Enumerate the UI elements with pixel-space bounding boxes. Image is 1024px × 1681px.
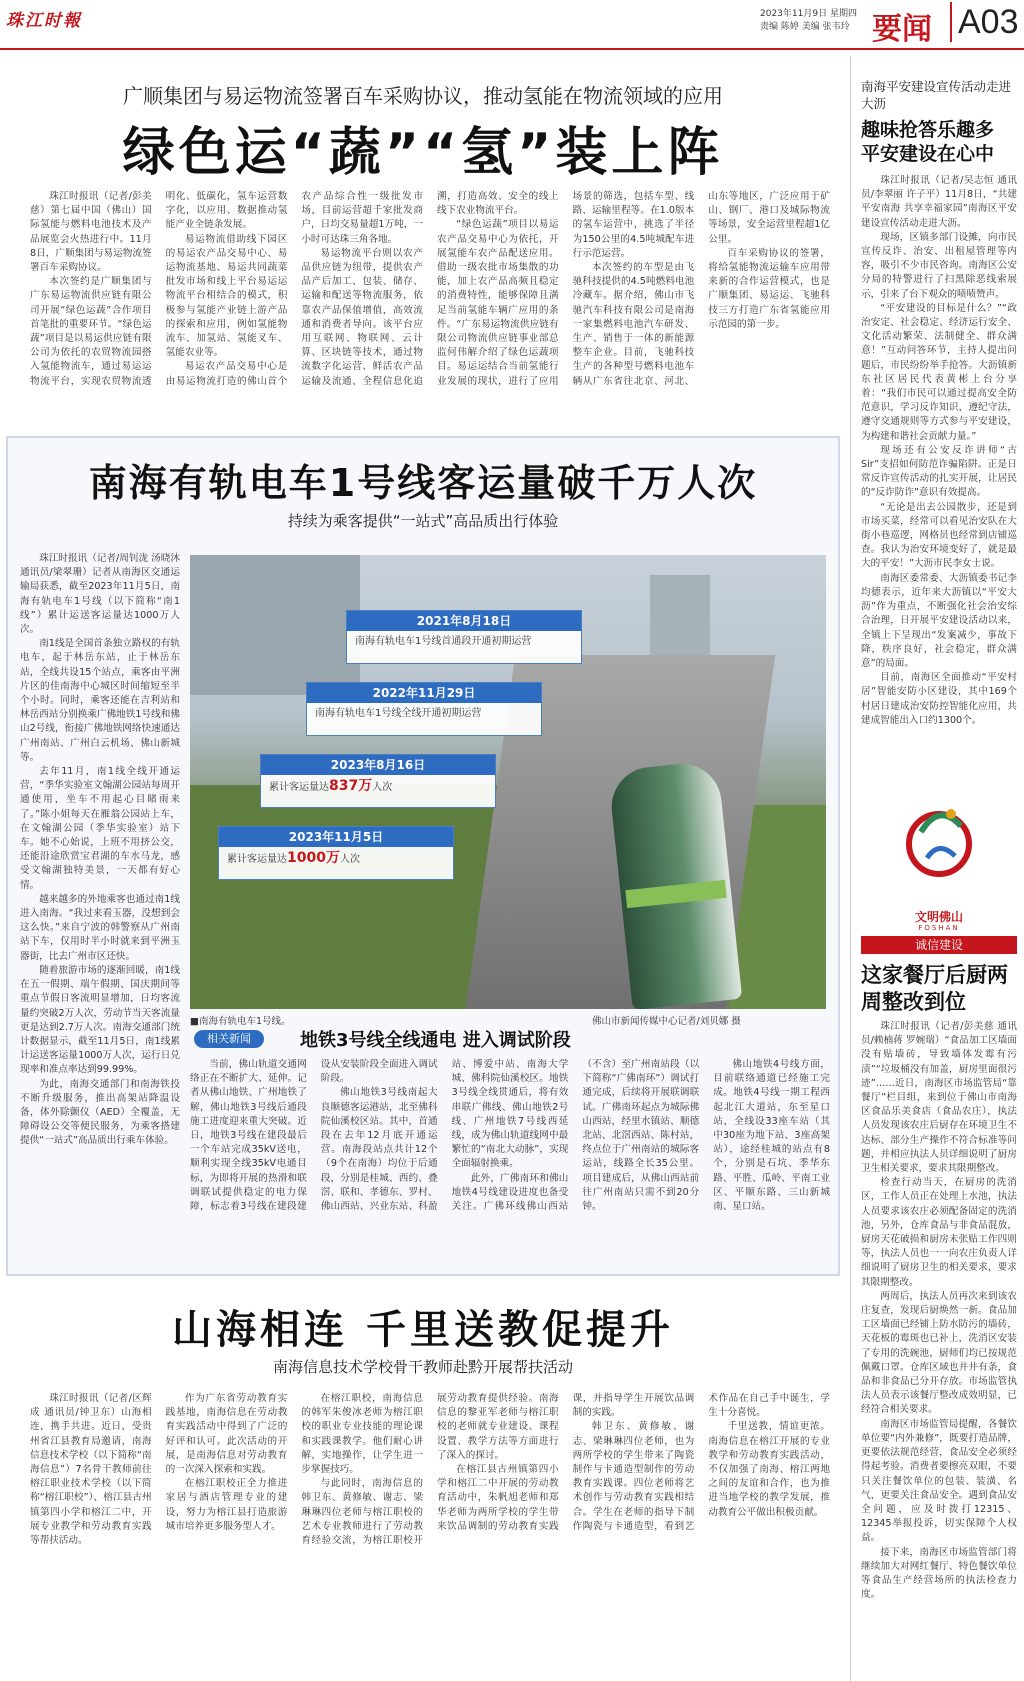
photo-lawn <box>190 785 510 1009</box>
sidebar2-body <box>861 1020 1017 1676</box>
civic-sub: FOSHAN <box>918 924 960 932</box>
related-paragraph: 佛山地铁4号线方面，目前联络通道已经施工完成。地铁4号线一期工程西起北江大道站，东至星口站，全线设33座车站（其中30座为地下站、3座高架站），途经桂城的站点有8个，分别是石坑、季华东路、平胜、瓜岭、平南工业区、平顺东路、三山新城南、星口站。 <box>713 1059 830 1213</box>
story2-paragraph: 去年11月，南1线全线开通运营，“季华实验室文翰湖公园站每周开通使用，坐车不用起心目睹雨来了。”陈小姐每天在雁翁公园站上车，在文翰湖公园（季华实验室）站下车。她不心始说，上班不用挤公交，还能沿途欣赏宝君湖的车水马龙，感受文翰湖独特美景，一天都有好心情。 <box>20 766 180 891</box>
milestone-unit: 人次 <box>339 854 360 865</box>
right-sidebar <box>850 56 1024 1681</box>
sidebar2-paragraph: 南海区市场监管局提醒，各餐饮单位要“内外兼修”，既要打造品牌，更要依法规范经营，食品安全必须经得起考验。消费者要擦亮双眼，不要只关注餐饮单位的包装、装潢、名气，更要关注食品安全。遇到食品安全问题，应及时拨打12315、12345举报投诉，切实保障个人权益。 <box>861 1418 1017 1544</box>
story1-paragraph: “绿色运蔬”项目以易运农产品交易中心为依托，开展氢能车农产品配送应用。借助一级农批市场集散的功能，加上农产品高频且稳定的消费特性，能够保障且满足当前氢能车辆广应用的条件。“广东易运物流供应链有限公司物流供应链事业部总监何伟解介绍了绿色运蔬项目。易运运结合当前氢能行业发展的现状，进行了应用场景的筛选，包括车型、线路、运输里程等。在1.0版本的氢车运营中，挑选了半径为150公里的4.5吨城配车进行示范运营。 <box>436 191 695 387</box>
sidebar2-paragraph: 检查行动当天，在厨房的洗消区，工作人员正在处理上水池，执法人员要求该农庄必须配备固定的洗消池，另外，仓库食品与非食品混放，厨房天花破损和厨房未张贴工作四则等，执法人员也一一向农庄负责人详细说明了厨房卫生的相关要求，要求其限期整改。 <box>861 1177 1017 1288</box>
sidebar1-paragraph: 南海区委常委、大沥镇委书记李均德表示，近年来大沥镇以“平安大沥”作为重点，不断强化社会治安综合治理，日开展平安建设活动以来，全镇上下呈现出“发案减少，事故下降，秩序良好，社会稳定，群众满意”的局面。 <box>861 572 1017 669</box>
page-editors: 责编 陈婷 美编 张韦玲 <box>760 22 850 32</box>
photo-building <box>190 555 360 695</box>
milestone-value: 1000万 <box>287 850 340 866</box>
story2-paragraph: 越来越多的外地乘客也通过南1线进入南海。“我过来看玉器，没想到会这么快。”来自宁波的韩警察从广州南站下车，仅用时半小时就来到平洲玉器街，比去广州市区还快。 <box>20 893 180 962</box>
related-body <box>190 1058 830 1270</box>
sidebar2-paragraph: 两周后，执法人员再次来到该农庄复查，发现后厨焕然一新。食品加工区墙面已经铺上防水防污的墙砖，天花板的霉斑也已补上，洗消区安装了专用的洗碗池，厨师们均已按规范佩戴口罩。仓库区域也井井有条，食品和非食品已分开存放。市场监管执法人员表示该餐厅整改成效明显，已经符合相关要求。 <box>861 1290 1017 1416</box>
story2-paragraph: 为此，南海交通部门和南海铁投不断升级服务，推出高架站降温设备，体外除颤仪（AED）全覆盖，无障碍设公交等便民服务，为乘客搭建提供“一站式”高品质出行乘车体验。 <box>20 1078 180 1147</box>
story3-paragraph: 韩卫东、黄修敏、谢志、梁琳琳四位老师，也为两所学校的学生带来了陶瓷制作与卡通造型制作的劳动教育实践课。四位老师将艺术创作与劳动教育实践相结合。学生在老师的指导下制作陶瓷与卡通造型，看到艺术作品在自己手中诞生，学生十分喜悦。 <box>572 1393 830 1532</box>
story3-paragraph: 在榕江职校，南海信息的韩军朱俊冰老师为榕江职校的职业专业技能的理论课和实践课教学。他们耐心讲解，实地操作，让学生进一步掌握技巧。 <box>301 1393 423 1476</box>
story1-paragraph: 珠江时报讯（记者/彭美慈）第七届中国（佛山）国际氢能与燃料电池技术及产品展览会火热进行中。11月8日，广顺集团与易运物流签署百车采购协议。 <box>30 191 152 274</box>
story3-body <box>30 1392 830 1674</box>
story1-kicker: 广顺集团与易运物流签署百车采购协议，推动氢能在物流领域的应用 <box>123 84 723 108</box>
story3-subline: 南海信息技术学校骨干教师赴黔开展帮扶活动 <box>272 1358 573 1376</box>
civic-logo-icon <box>891 792 987 888</box>
sidebar1-paragraph: 目前，南海区全面推动“平安村居”智能安防小区建设，其中169个村居日建成治安防控智能化应用，共建成智能出入口约1300个。 <box>861 672 1017 726</box>
sidebar1-paragraph: 现场，区镇多部门设摊，向市民宣传反诈、治安、出租屋管理等内容，吸引不少市民咨询。南海区公安分局的特警进行了扫黑除恶线索展示，引来了台下观众的啧啧赞声。 <box>861 231 1017 300</box>
milestone-unit: 人次 <box>372 782 393 793</box>
date-block <box>760 8 857 34</box>
story1-headline: 绿色运“蔬”“氢”装上阵 <box>122 123 724 183</box>
milestone-card <box>260 754 496 808</box>
newspaper-logo: 珠江时報 <box>6 11 82 31</box>
related-paragraph: 佛山地铁3号线南起大良顺德客运港站，北至佛科院仙溪校区站。其中，首通段在去年12月底开通运营。南海段站点共计12个（9个在南海）均位于后通段，分别是桂城、西约、叠滘、联和、孝德东、罗村、佛山西站、兴业东站、科盈站、博爱中站、南海大学城、佛科院仙溪校区。地铁3号线全线贯通后，将有效串联广佛线、佛山地铁2号线、广州地铁7号线西延线，成为佛山轨道线网中最繁忙的“南北大动脉”，实现全面辐射换乘。 <box>320 1059 569 1213</box>
photo-caption: ■南海有轨电车1号线。 <box>190 1016 291 1027</box>
story3-paragraph: 珠江时报讯（记者/区辉成 通讯员/钟卫东）山海相连，携手共进。近日，受贵州省江县教育局邀请，南海信息技术学校（以下简称“南海信息”）7名骨干教师前往榕江职业技术学校（以下简称“榕江职校”）、榕江县古州镇第四小学和榕江二中，开展专业教学和劳动教育实践等帮扶活动。 <box>30 1393 152 1547</box>
page-number: A03 <box>950 2 1019 42</box>
sidebar1-paragraph: “平安建设的目标是什么？”“政治安定、社会稳定、经济运行安全、文化活动繁荣、法制健全、群众满意！”互动问答环节，主持人提出问题后，市民纷纷举手抢答。大沥镇新东社区居民代表黄彬上台分享着：“我们市民可以通过提高安全防范意识，学习反诈知识，遵纪守法，遵守交通规则等方式参与平安建设，为构建和谐社会贡献力量。” <box>861 302 1017 442</box>
related-paragraph: 此外，广佛南环和佛山地铁4号线建设进度也备受关注。广佛环线佛山西站（不含）至广州南站段（以下简称“广佛南环”）调试打通完成，后续将开展联调联试。广佛南环起点为城际佛山西站，经里水镇站、顺德北站、北滘西站、陈村站，终点位于广州南站的城际客运站，线路全长35公里。项目建成后，从佛山西站前往广州南站只需不到20分钟。 <box>451 1059 700 1213</box>
story1-paragraph: 百车采购协议的签署，将给氢能物流运输车应用带来新的合作运营模式，也是广顺集团、易运运、飞驰科技三方打造广东省氢能应用示范园的第一步。 <box>708 247 830 330</box>
sidebar1-headline: 趣味抢答乐趣多 平安建设在心中 <box>861 119 995 165</box>
story3-paragraph: 在榕江职校正全力推进家居与酒店管理专业的建设，努力为榕江县打造旅游城市培养更多服务型人才。 <box>165 1478 288 1532</box>
related-paragraph: 当前，佛山轨道交通网络正在不断扩大、延伸。记者从佛山地铁、广州地铁了解，佛山地铁3号线后通段施工进度迎来重大突破。近日，地铁3号线在建段最后一个车站完成35kV送电，顺利实现全线35kV电通目标，为即将开展的热滑和联调联试提供稳定的电力保障，标志着3号线在建段建设从安装阶段全面进入调试阶段。 <box>190 1059 438 1213</box>
issue-date: 2023年11月9日 星期四 <box>760 9 857 19</box>
sidebar2-paragraph: 珠江时报讯（记者/彭美慈 通讯员/赖楠蒋 罗婉瑞）“食品加工区墙面没有贴墙砖，导致墙体发霉有污渍”“垃圾桶没有加盖，厨房里面很污迹”……近日，南海区市场监管局“靠餐厅”栏目组，来到位于佛山市南海区食品乐美食店（食品农庄），执法人员发现该农庄后厨存在环境卫生不达标、部分生产操作不符合标准等问题，并相应执法人员详细说明了厨房卫生相关要求，要求其限期整改。 <box>861 1021 1017 1175</box>
story2-paragraph: 珠江时报讯（记者/周钊泷 汤晓沐 通讯员/梁翠珊）记者从南海区交通运输局获悉，截至2023年11月5日，南海有轨电车1号线（以下简称“南1线”）累计运送客运量达1000万人次。 <box>20 553 180 636</box>
photo-building <box>650 575 710 665</box>
civic-name: 文明佛山 <box>914 910 963 924</box>
sidebar1-body <box>861 174 1017 774</box>
masthead <box>0 0 1024 50</box>
related-headline: 地铁3号线全线通电 进入调试阶段 <box>300 1030 571 1051</box>
milestone-card <box>346 610 582 664</box>
story3-paragraph: 作为广东省劳动教育实践基地，南海信息在劳动教育实践活动中得到了广泛的好评和认可。此次活动的开展，是南海信息对劳动教育的一次深入探索和实践。 <box>165 1393 288 1476</box>
story1-paragraph: 易运农产品交易中心是由易运物流打造的佛山首个农产品综合性一级批发市场，目前运营超千家批发商户，日均交易量超1万吨，一小时可达珠三角各地。 <box>165 191 423 387</box>
sidebar2-headline: 这家餐厅后厨两周整改到位 <box>861 963 1008 1014</box>
integrity-tag: 诚信建设 <box>861 936 1017 954</box>
story3-paragraph: 与此同时，南海信息的韩卫东、黄修敏、谢志、梁琳琳四位老师与榕江职校的艺术专业教师进行了劳动教育经验交流，为榕江职校开展劳动教育提供经验。南海信息的黎亚军老师与榕江职校的老师就专业建设、课程设置、教学方法等方面进行了深入的探讨。 <box>301 1393 559 1547</box>
sidebar1-kicker: 南海平安建设宣传活动走进大沥 <box>861 79 1012 111</box>
milestone-label: 累计客运量达 <box>269 782 329 793</box>
milestone-card <box>218 826 454 880</box>
related-news-tag: 相关新闻 <box>194 1030 264 1048</box>
section-name: 要闻 <box>872 12 932 47</box>
story2-subline: 持续为乘客提供“一站式”高品质出行体验 <box>287 512 559 530</box>
story1-paragraph: 本次签约的车型是由飞驰科技提供的4.5吨燃料电池冷藏车。据介绍，佛山市飞驰汽车科技有限公司是南海一家集燃料电池汽车研发、生产、销售于一体的新能源整车企业。目前，飞驰科技生产的各种型号燃料电池车辆从广东省往北京、河北、山东等地区，广泛应用于矿山、钢厂、港口及城际物流等场景，安全运营里程超1亿公里。 <box>572 191 830 387</box>
milestone-label: 累计客运量达 <box>227 854 287 865</box>
milestone-text: 南海有轨电车1号线全线开通初期运营 <box>315 708 482 719</box>
sidebar2-paragraph: 接下来，南海区市场监管部门将继续加大对网红餐厅、特色餐饮单位等食品生产经营场所的执法检查力度。 <box>861 1546 1017 1601</box>
story3-paragraph: 千里送教，情谊更浓。南海信息在榕江开展的专业教学和劳动教育实践活动，不仅加强了南海、榕江两地之间的友谊和合作，也为推进当地学校的教学发展，推动教育公平做出积极贡献。 <box>708 1421 830 1518</box>
story1-paragraph: 易运物流平台则以农产品供应链为纽带，提供农产品产后加工、包装、储存、运输和配送等物流服务，依靠农产品保值增值，高效流通和消费者导向。该平台应用互联网、物联网、云计算、区块链等技术，通过物流数字化运营、鲜活农产品运输及流通、全程信息化追溯，打造高效、安全的线上线下农业物流平台。 <box>301 191 559 387</box>
milestone-date: 2022年11月29日 <box>307 683 541 703</box>
milestone-date: 2023年8月16日 <box>261 755 495 775</box>
milestone-card <box>306 682 542 736</box>
sidebar1-paragraph: “无论是出去公园散步，还是到市场买菜，经常可以看见治安队在大街小巷巡逻，网格员也经常到店铺巡查。我认为治安环境变好了，就是最大的平安！”大沥市民李女士说。 <box>861 501 1017 570</box>
story1-body <box>30 190 830 402</box>
story2-paragraph: 南1线是全国首条独立路权的有轨电车，起于林岳东站，止于林岳东站，全线共设15个站点，乘客由平洲片区的佳南海中心城区时间缩短至半个小时。同时，乘客还能在吉利站和林岳西站分别换乘广佛地铁1号线和佛山2号线，衔接广佛地铁网络快速通达广州南站、广州白云机场、佛山新城等。 <box>20 638 180 763</box>
story2-paragraph: 随着旅游市场的逐渐回暖，南1线在五一假期、端午假期、国庆期间等重点节假日客流明显增加，日均客流量约突破2万人次，劳动节当天客流量更是达到2.7万人次。南海交通部门统计数据显示，截至11月5日，南1线累计运送客运量1000万人次，运行日兑现率和准点率达到99.99%。 <box>20 964 180 1076</box>
milestone-value: 837万 <box>329 778 373 794</box>
sidebar1-paragraph: 珠江时报讯（记者/吴志恒 通讯员/李翠丽 许子平）11月8日，“共建平安南海 共享幸福家园”南海区平安建设宣传活动走进大沥。 <box>861 175 1017 229</box>
story1-paragraph: 本次签约是广顺集团与广东易运物流供应链有限公司开展“绿色运蔬”合作项目首笔批的重要环节。“绿色运蔬”项目是以易运供应链有限公司为依托的农贸物流园搭入氢能物流车，通过易运运物流平台，实现农贸物流透明化、低碳化，氢车运营数字化，以应用、数据推动氢能产业全链条发展。 <box>30 191 288 387</box>
milestone-date: 2023年11月5日 <box>219 827 453 847</box>
sidebar1-paragraph: 现场还有公安反诈讲师“古Sir”支招如何防范诈骗陷阱。正是日常反诈宣传活动的扎实开展，让居民的“反诈防诈”意识有效提高。 <box>861 444 1017 499</box>
story3-headline: 山海相连 千里送教促提升 <box>172 1307 674 1353</box>
milestone-text: 南海有轨电车1号线首通段开通初期运营 <box>355 636 532 647</box>
story3-paragraph: 在榕江县古州镇第四小学和榕江二中开展的劳动教育活动中，朱帆旭老师和郑华老师为两所学校的学生带来饮品调制的劳动教育实践课，并指导学生开展饮品调制的实践。 <box>436 1393 695 1532</box>
story1-paragraph: 易运物流借助线下园区的易运农产品交易中心、易运物流基地、易运共同蔬菜批发市场和线上平台易运运物流平台相结合的模式，积极参与氢能产业链上游产品的探索和应用，例如氢能物流车、加氢站、氢能叉车、氢能农业等。 <box>165 233 288 359</box>
milestone-text <box>219 847 453 871</box>
milestone-text <box>261 775 495 799</box>
photo-credit: 佛山市新闻传媒中心记者/刘贝娜 摄 <box>592 1016 741 1027</box>
story2-body <box>20 552 180 1270</box>
story2-headline: 南海有轨电车1号线客运量破千万人次 <box>88 461 758 505</box>
milestone-date: 2021年8月18日 <box>347 611 581 631</box>
